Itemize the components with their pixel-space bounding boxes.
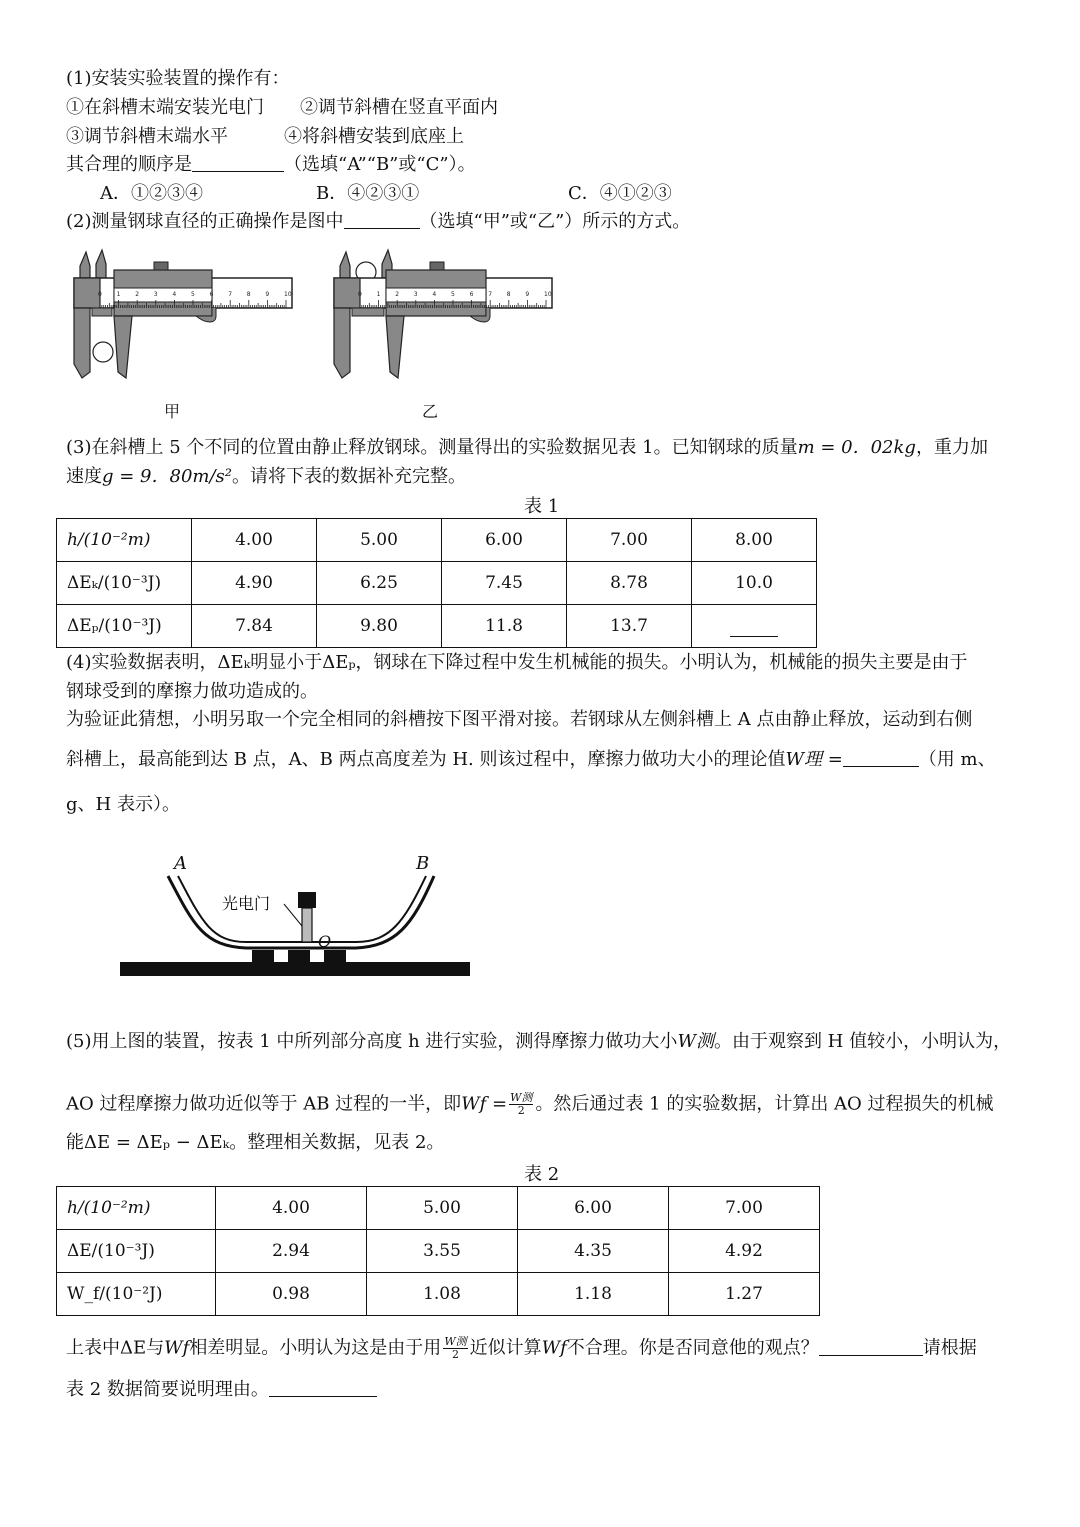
scale-number: 6	[209, 291, 214, 298]
q1-op3: ③调节斜槽末端水平	[66, 126, 228, 147]
table1-answer-blank[interactable]	[730, 618, 778, 637]
final-end: 请根据	[922, 1337, 977, 1359]
table-cell: ΔEₖ/(10⁻³J)	[57, 562, 192, 605]
final-line1	[66, 1336, 977, 1361]
q2-ask-post: （选填“甲”或“乙”）所示的方式。	[419, 211, 691, 232]
q4-line4-post: （用 m、	[918, 749, 996, 770]
table-cell: h/(10⁻²m)	[57, 519, 192, 562]
q2-ask	[66, 210, 690, 234]
scale-number: 7	[228, 291, 233, 298]
q4-line3: 为验证此猜想，小明另取一个完全相同的斜槽按下图平滑对接。若钢球从左侧斜槽上 A 点由静止释放，运动到右侧	[66, 709, 973, 730]
q4-line2: 钢球受到的摩擦力做功造成的。	[66, 681, 318, 702]
q5-fraction	[509, 1092, 533, 1117]
table-cell: 9.80	[317, 605, 442, 648]
scale-number: 3	[413, 291, 418, 298]
table-row	[57, 519, 817, 562]
table-cell: 13.7	[567, 605, 692, 648]
scale-number: 9	[525, 291, 530, 298]
fraction-numerator: W测	[510, 1091, 533, 1104]
scale-number: 7	[488, 291, 493, 298]
table-cell: h/(10⁻²m)	[57, 1187, 216, 1230]
table-cell: 1.27	[669, 1273, 820, 1316]
table-cell: 4.92	[669, 1230, 820, 1273]
q5-line2-pre: AO 过程摩擦力做功近似等于 AB 过程的一半，即	[66, 1093, 462, 1115]
table-cell: 3.55	[367, 1230, 518, 1273]
final-mid2: 近似计算	[469, 1337, 542, 1359]
table-cell: 6.25	[317, 562, 442, 605]
table-cell: 7.84	[192, 605, 317, 648]
q5-line1-pre: (5)用上图的装置，按表 1 中所列部分高度 h 进行实验，测得摩擦力做功大小	[66, 1031, 678, 1052]
table-cell: 8.78	[567, 562, 692, 605]
label-jia: 甲	[164, 402, 181, 421]
scale-number: 4	[432, 291, 437, 298]
q5-line2-post: 。然后通过表 1 的实验数据，计算出 AO 过程损失的机械	[535, 1093, 994, 1115]
final-wf2: Wf	[541, 1337, 567, 1359]
scale-number: 9	[265, 291, 270, 298]
table-row	[57, 1230, 820, 1273]
scale-number: 2	[135, 291, 140, 298]
label-a: A	[174, 853, 187, 874]
scale-number: 10	[544, 291, 552, 298]
q3-line2-pre: 速度	[66, 466, 102, 487]
scale-number: 1	[376, 291, 381, 298]
final-mid: 相差明显。小明认为这是由于用	[189, 1337, 442, 1359]
table-row	[57, 1187, 820, 1230]
q4-line5: g、H 表示）。	[66, 794, 180, 815]
label-photogate: 光电门	[222, 894, 271, 913]
q1-ask-post: （选填“A”“B”或“C”）。	[284, 154, 476, 175]
scale-number: 3	[153, 291, 158, 298]
table-cell: 1.18	[518, 1273, 669, 1316]
fraction-numerator: W测	[444, 1335, 467, 1348]
q3-line1-end: ，重力加	[915, 437, 988, 458]
q5-wf-eq: Wf =	[461, 1093, 508, 1115]
fraction-denominator: 2	[517, 1104, 525, 1117]
q5-line2	[66, 1092, 994, 1117]
caliper-jia-figure	[66, 244, 298, 384]
table-cell: 6.00	[518, 1187, 669, 1230]
table-cell: 7.00	[669, 1187, 820, 1230]
final-line2	[66, 1378, 377, 1402]
q5-line1-post: 。由于观察到 H 值较小，小明认为，	[713, 1031, 1012, 1052]
q4-line1: (4)实验数据表明，ΔEₖ明显小于ΔEₚ，钢球在下降过程中发生机械能的损失。小明认为，机械能的损失主要是由于	[66, 652, 968, 673]
table-cell: 4.35	[518, 1230, 669, 1273]
table-cell: 8.00	[692, 519, 817, 562]
q1-op1: ①在斜槽末端安装光电门	[66, 97, 264, 118]
q1-option-c: C．④①②③	[568, 183, 672, 204]
table-cell: 4.00	[216, 1187, 367, 1230]
q1-ask	[66, 153, 476, 177]
q3-mass: m = 0．02kg	[797, 437, 916, 458]
scale-number: 6	[469, 291, 474, 298]
final-fraction	[443, 1336, 467, 1361]
q4-line4	[66, 748, 996, 772]
fraction-denominator: 2	[451, 1348, 459, 1361]
table-cell: 4.00	[192, 519, 317, 562]
q1-op4: ④将斜槽安装到底座上	[284, 126, 464, 147]
q4-line4-pre: 斜槽上，最高能到达 B 点，A、B 两点高度差为 H. 则该过程中，摩擦力做功大小的理论值	[66, 749, 786, 770]
scale-number: 2	[395, 291, 400, 298]
table-cell: 5.00	[317, 519, 442, 562]
table-cell: 10.0	[692, 562, 817, 605]
label-o: O	[318, 932, 332, 951]
table-cell: 0.98	[216, 1273, 367, 1316]
scale-number: 10	[284, 291, 292, 298]
final-pre: 上表中ΔE与	[66, 1337, 165, 1359]
scale-number: 8	[246, 291, 251, 298]
q1-answer-blank[interactable]	[192, 153, 284, 172]
table-cell: 6.00	[442, 519, 567, 562]
q2-ask-pre: (2)测量钢球直径的正确操作是图中	[66, 211, 344, 232]
table-cell: 1.08	[367, 1273, 518, 1316]
caliper-yi-figure	[326, 244, 558, 384]
q3-line1	[66, 436, 988, 460]
scale-number: 5	[451, 291, 455, 298]
table-row	[57, 1273, 820, 1316]
final-reason-blank[interactable]	[269, 1378, 377, 1397]
scale-number: 0	[358, 291, 362, 298]
label-yi: 乙	[422, 402, 439, 421]
table-cell: 5.00	[367, 1187, 518, 1230]
table2	[56, 1186, 820, 1316]
table-cell: 11.8	[442, 605, 567, 648]
q1-option-a: A．①②③④	[100, 183, 203, 204]
table2-caption: 表 2	[524, 1164, 560, 1185]
steel-ball-icon	[93, 342, 113, 362]
q1-option-b: B．④②③①	[316, 183, 420, 204]
q2-answer-blank[interactable]	[344, 210, 420, 229]
table-cell: 4.90	[192, 562, 317, 605]
table-row	[57, 562, 817, 605]
q4-w-li: W理 =	[785, 749, 843, 770]
label-b: B	[416, 853, 430, 874]
table-cell: 2.94	[216, 1230, 367, 1273]
final-line2-text: 表 2 数据简要说明理由。	[66, 1379, 269, 1400]
scale-number: 0	[98, 291, 102, 298]
table-row	[57, 605, 817, 648]
final-wf: Wf	[164, 1337, 190, 1359]
table-cell: 7.45	[442, 562, 567, 605]
q5-line3: 能ΔE = ΔEₚ − ΔEₖ。整理相关数据，见表 2。	[66, 1132, 445, 1153]
q4-answer-blank[interactable]	[843, 748, 919, 767]
q3-g: g = 9．80m/s²	[102, 466, 232, 487]
table-cell: ΔE/(10⁻³J)	[57, 1230, 216, 1273]
q3-line2-post: 。请将下表的数据补充完整。	[232, 466, 466, 487]
table-cell	[692, 605, 817, 648]
final-post: 不合理。你是否同意他的观点？	[566, 1337, 819, 1359]
table1-caption: 表 1	[524, 496, 560, 517]
table-cell: ΔEₚ/(10⁻³J)	[57, 605, 192, 648]
table-cell: W_f/(10⁻²J)	[57, 1273, 216, 1316]
q5-w-ce: W测	[677, 1031, 714, 1052]
final-agree-blank[interactable]	[819, 1337, 923, 1356]
table-cell: 7.00	[567, 519, 692, 562]
table1	[56, 518, 817, 648]
q1-op2: ②调节斜槽在竖直平面内	[300, 97, 498, 118]
scale-number: 8	[506, 291, 511, 298]
scale-number: 4	[172, 291, 177, 298]
scale-number: 1	[116, 291, 121, 298]
q3-line2	[66, 465, 466, 489]
scale-number: 5	[191, 291, 195, 298]
q5-line1	[66, 1030, 1011, 1054]
q1-intro: (1)安装实验装置的操作有：	[66, 68, 290, 89]
q1-ask-pre: 其合理的顺序是	[66, 154, 192, 175]
q3-line1-text: (3)在斜槽上 5 个不同的位置由静止释放钢球。测量得出的实验数据见表 1。已知钢球的质量	[66, 437, 798, 458]
